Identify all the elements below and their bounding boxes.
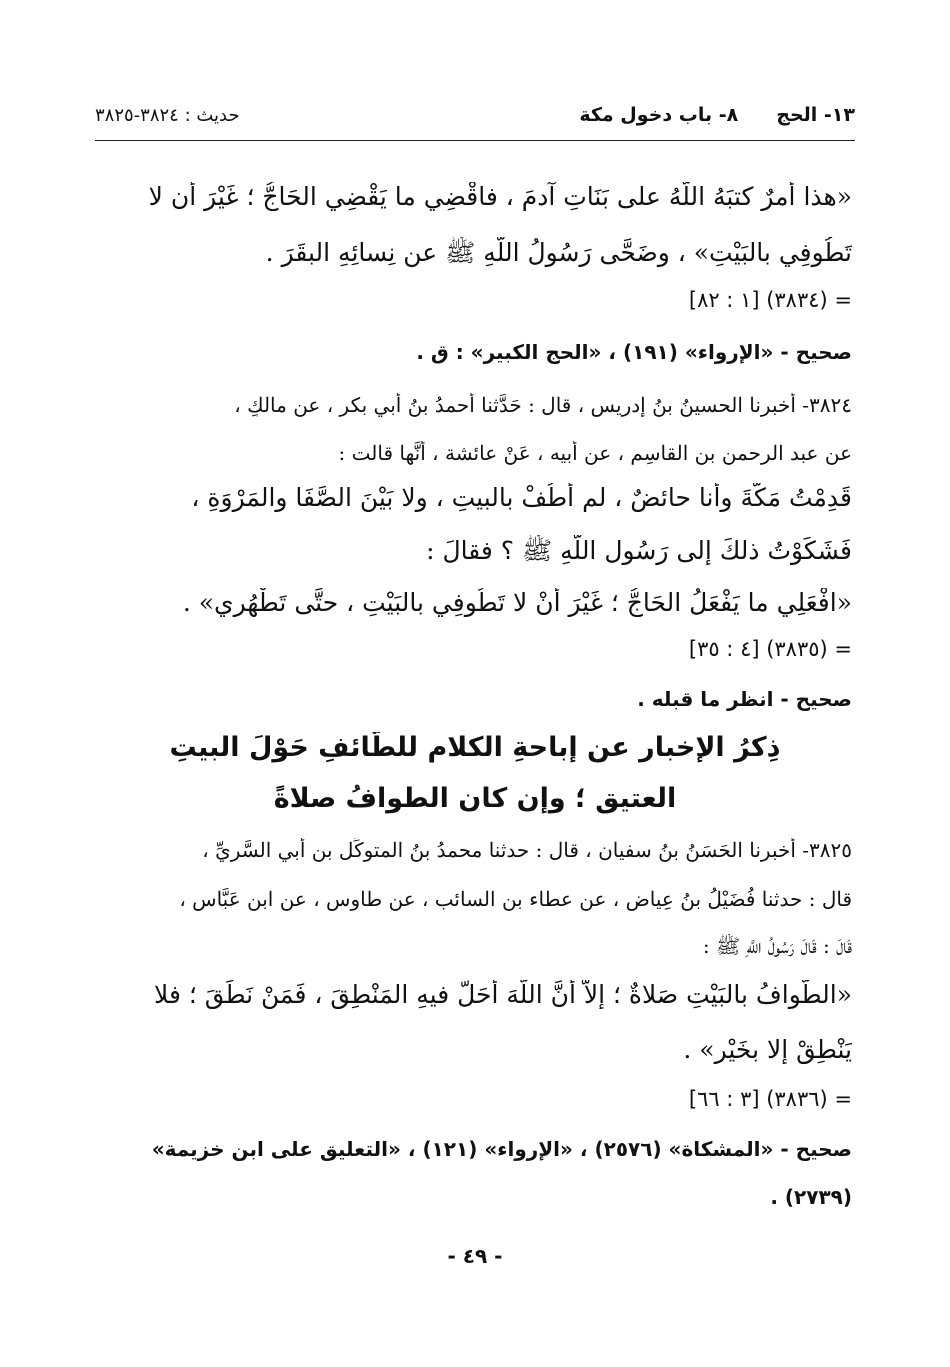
text-line: تَطُوفِي بالبَيْتِ» ، وضَحَّى رَسُولُ اللَّهِ ﷺ عن نِسائِهِ البقَرَ . [265,238,852,267]
isnad-line: عن عبد الرحمن بن القاسِم ، عن أبيه ، عَنْ عائشة ، أنَّها قالت : [338,441,852,465]
isnad-line: قال : حدثنا فُضَيْلُ بنُ عِياض ، عن عطاء بن السائب ، عن طاوس ، عن ابن عَبَّاس ، [179,887,852,911]
section-heading-line: ذِكرُ الإِخبارِ عن إباحةِ الكلامِ للطَّائفِ حَوْلَ البيتِ [169,732,781,763]
header-hadith-range: حديث : ٣٨٢٤-٣٨٢٥ [95,104,240,126]
grading-line: صحيح - «الإرواء» (١٩١) ، «الحج الكبير» : ق . [416,340,852,364]
isnad-line: قَالَ : قَالَ رَسُولُ اللَّهِ ﷺ : [702,934,852,958]
section-heading-line: العتيقِ ؛ وإن كان الطوافُ صلاةً [273,783,677,814]
reference-line: = (٣٨٣٥) [٤ : ٣٥] [688,637,852,661]
text-line: يَنْطِقْ إلا بخَيْرٍ» . [683,1035,852,1064]
running-header [95,98,855,132]
header-right [579,104,855,126]
page-number: - ٤٩ - [447,1244,503,1268]
grading-line: صحيح - «المشكاة» (٢٥٧٦) ، «الإرواء» (١٢١) ، «التعليق على ابن خزيمة» [151,1137,852,1161]
header-chapter: ٨- باب دخول مكة [579,104,739,126]
isnad-line: ٣٨٢٤- أخبرنا الحسينُ بنُ إدريس ، قال : حَدَّثنا أحمدُ بنُ أبي بكرٍ ، عن مالكٍ ، [234,393,852,417]
header-divider [95,140,855,141]
reference-line: = (٣٨٣٦) [٣ : ٦٦] [688,1087,852,1111]
reference-line: = (٣٨٣٤) [١ : ٨٢] [688,288,852,312]
text-line: «الطَّوافُ بالبَيْتِ صَلاةٌ ؛ إلاَّ أنَّ اللَّهَ أَحَلَّ فيهِ المَنْطِقَ ، فَمَنْ نَطَقَ ؛ فلا [154,980,852,1009]
isnad-line: ٣٨٢٥- أخبرنا الحَسَنُ بنُ سفيان ، قال : حدثنا محمدُ بنُ المتوكِّل بن أبي السَّرِيِّ ، [202,838,852,862]
header-book: ١٣- الحج [776,104,855,126]
text-line: قَدِمْتُ مَكَّةَ وأنا حائضٌ ، لم أَطُفْ بالبيتِ ، ولا بَيْنَ الصَّفَا والمَرْوَةِ ، [191,483,852,512]
text-line: «هذا أمرٌ كتبَهُ اللَّهُ على بَنَاتِ آدمَ ، فاقْضِي ما يَقْضِي الحَاجُّ ؛ غَيْرَ أن لا [148,182,852,211]
text-line: فَشَكَوْتُ ذلكَ إلى رَسُول اللَّهِ ﷺ ؟ فقالَ : [426,536,852,565]
grading-line: صحيح - انظر ما قبله . [637,687,852,711]
text-line: «افْعَلِي ما يَفْعَلُ الحَاجُّ ؛ غَيْرَ أنْ لا تَطُوفِي بالبَيْتِ ، حتَّى تَطْهُرِي» . [182,588,852,617]
grading-line: (٢٧٣٩) . [770,1185,852,1209]
